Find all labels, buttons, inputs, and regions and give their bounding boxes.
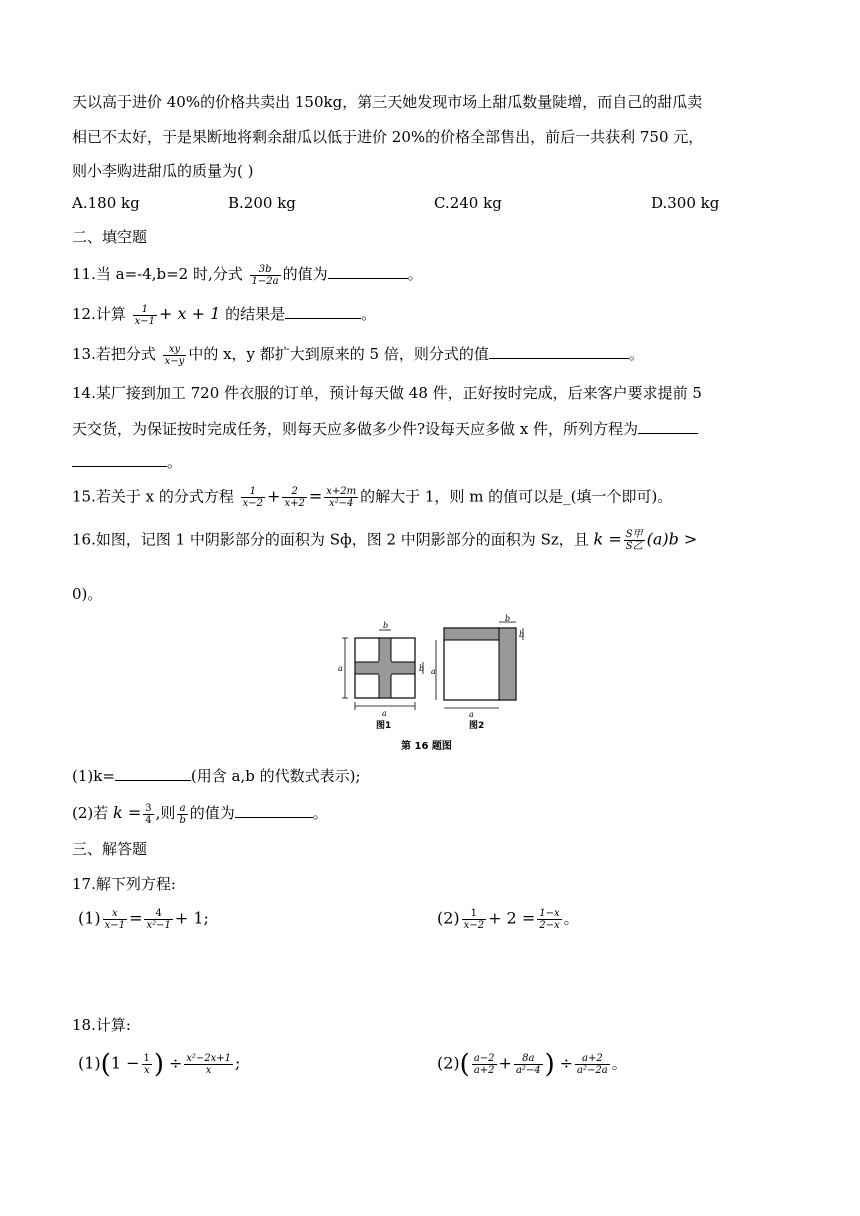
q14-line-2: 天交货，为保证按时完成任务，则每天应多做多少件?设每天应多做 x 件，所列方程为: [72, 417, 698, 439]
q17-part-1: (1) $\frac{x}{x-1}$ = $\frac{4}{\text{x²−1}}$ + 1;: [78, 908, 209, 931]
section-fill-in-heading: 二、填空题: [72, 228, 148, 246]
q16-line-2: 0)。: [72, 585, 103, 603]
q14-answer-blank-1[interactable]: [638, 417, 698, 434]
q13: 13.若把分式 $\frac{xy}{x-y}$ 中的 x，y 都扩大到原来的 5 倍，则分式的值 。: [72, 343, 644, 367]
fig2-label: 图2: [469, 721, 485, 731]
q12: 12.计算 $\frac{1}{x-1}$ + x + 1 的结果是 。: [72, 303, 377, 327]
q13-fraction: $\frac{xy}{x-y}$: [164, 343, 185, 367]
option-c: C.240 kg: [434, 194, 502, 212]
q16-part-1: (1)k= (用含 a,b 的代数式表示);: [72, 764, 361, 786]
section-solve-heading: 三、解答题: [72, 840, 148, 858]
q10-line-3: 则小李购进甜瓜的质量为( ): [72, 162, 254, 180]
q14-line-1: 14.某厂接到加工 720 件衣服的订单，预计每天做 48 件，正好按时完成，后来客户要求提前 5: [72, 384, 702, 402]
fig2-b-right: b: [519, 630, 525, 639]
fig1-b-right: b: [419, 664, 425, 673]
q18-part-2: (2)( $\frac{a-2}{a+2}$ + $\frac{8a}{\text{a²−4}}$ ) ÷ $\frac{a+2}{\text{a²−2a}}$ 。: [437, 1049, 627, 1080]
q16-1-answer-blank[interactable]: [115, 764, 191, 781]
q16-figure: [335, 614, 530, 731]
q17-part-2: (2) $\frac{1}{x-2}$ + 2 = $\frac{1-x}{2-x}$ 。: [437, 908, 579, 931]
q10-line-2: 相已不太好，于是果断地将剩余甜瓜以低于进价 20%的价格全部售出，前后一共获利 750 元，: [72, 128, 704, 146]
option-d: D.300 kg: [651, 194, 720, 212]
q12-fraction: $\frac{1}{x-1}$: [134, 303, 156, 327]
q18-part-1: (1)(1 − $\frac{1}{x}$ ) ÷ $\frac{\text{x²−2x+1}}{x}$ ;: [78, 1049, 241, 1080]
q15: 15.若关于 x 的分式方程 $\frac{1}{x-2}$ + $\frac{2}{x+2}$ = $\frac{x+2m}{\text{x²−4}}$ 的解大于 1，则 m 的值可以是_(填一个即可)。: [72, 486, 673, 509]
q17-heading: 17.解下列方程:: [72, 875, 176, 893]
q11: 11.当 a=-4,b=2 时,分式 $\frac{3b}{1-2a}$ 的值为 。: [72, 263, 423, 287]
q12-answer-blank[interactable]: [285, 302, 361, 319]
fig1-b-top: b: [383, 621, 389, 630]
q10-line-1: 天以高于进价 40%的价格共卖出 150kg，第三天她发现市场上甜瓜数量陡增，而自己的甜瓜卖: [72, 93, 703, 111]
fig1-a-left: a: [338, 664, 343, 673]
q11-answer-blank[interactable]: [328, 262, 408, 279]
q14-line-3: 。: [72, 450, 182, 472]
fig1-label: 图1: [376, 721, 392, 731]
q11-fraction: $\frac{3b}{1-2a}$: [251, 263, 279, 287]
option-a: A.180 kg: [72, 194, 140, 212]
option-b: B.200 kg: [228, 194, 296, 212]
fig1-a-bottom: a: [382, 709, 387, 718]
q16-line-1: 16.如图，记图 1 中阴影部分的面积为 Sф，图 2 中阴影部分的面积为 Sz，且 k = $\frac{\text{S甲}}{\text{S乙}}$ (a)b >: [72, 529, 698, 552]
figure-caption: 第 16 题图: [401, 741, 452, 752]
fig2-a-bottom: a: [469, 710, 474, 719]
q13-answer-blank[interactable]: [489, 342, 629, 359]
q14-answer-blank-2[interactable]: [72, 450, 167, 467]
fig2-a-left: a: [431, 667, 436, 676]
q18-heading: 18.计算:: [72, 1016, 131, 1034]
fig2-b-top: b: [505, 614, 511, 623]
q16-part-2: (2)若 k = $\frac{3}{4}$ ,则 $\frac{a}{b}$ 的值为 。: [72, 802, 328, 826]
q16-2-answer-blank[interactable]: [235, 801, 313, 818]
